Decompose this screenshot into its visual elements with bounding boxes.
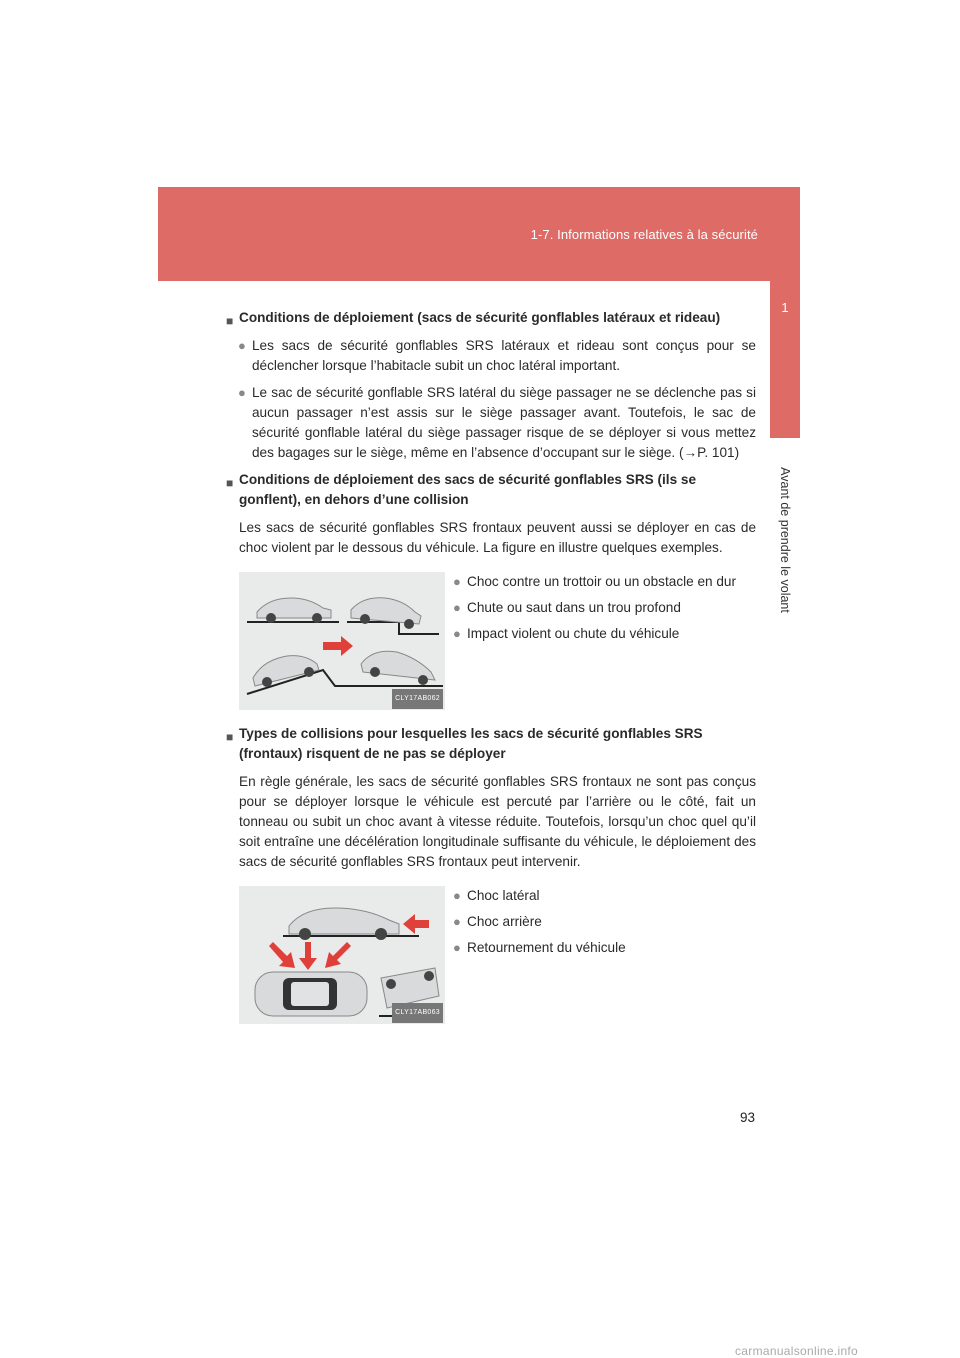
illustration-non-collision-deployment xyxy=(239,572,445,710)
circle-bullet-icon: ● xyxy=(453,914,461,929)
circle-bullet-icon: ● xyxy=(453,574,461,589)
illustration-no-deployment-collisions xyxy=(239,886,445,1024)
figure-row xyxy=(239,886,756,1024)
car-icon xyxy=(257,598,331,623)
arrow-right-icon xyxy=(323,636,353,656)
arrow-down-icon xyxy=(299,942,317,970)
header-band xyxy=(158,187,800,281)
section-paragraph: En règle générale, les sacs de sécurité gonflables SRS frontaux ne sont pas conçus pour se déployer lorsque le véhicule est percuté par l’arrière ou le côté, fait un tonneau ou subit un choc avant à vitesse réduite. Toutefois, lorsqu’un choc quel qu’il soit entraîne une décélération longitudinale suffisante du véhicule, le déploiement des sacs de sécurité gonflables SRS frontaux peut intervenir. xyxy=(239,774,756,869)
circle-bullet-icon: ● xyxy=(453,600,461,615)
page-number: 93 xyxy=(740,1110,756,1125)
watermark: carmanualsonline.info xyxy=(735,1344,859,1358)
page-content xyxy=(226,308,756,1038)
circle-bullet-icon: ● xyxy=(453,940,461,955)
figure-bullets xyxy=(453,572,753,650)
list-item: ● Retournement du véhicule xyxy=(453,938,753,958)
list-item: ● Les sacs de sécurité gonflables SRS latéraux et rideau sont conçus pour se déclencher lorsque l’habitacle subit un choc latéral important. xyxy=(238,338,756,373)
square-icon: ■ xyxy=(226,314,234,328)
arrow-down-right-icon xyxy=(269,942,295,968)
chapter-label xyxy=(768,450,802,630)
circle-bullet-icon: ● xyxy=(453,626,461,641)
section-heading: ■ Types de collisions pour lesquelles les sacs de sécurité gonflables SRS (frontaux) risquent de ne pas se déployer xyxy=(226,726,703,761)
car-top-icon xyxy=(255,972,367,1016)
chapter-label-text: Avant de prendre le volant xyxy=(778,467,792,613)
figure-row xyxy=(239,572,756,710)
arrow-left-icon xyxy=(403,914,429,934)
section-heading: ■ Conditions de déploiement (sacs de sécurité gonflables latéraux et rideau) xyxy=(226,308,756,328)
square-icon: ■ xyxy=(226,730,234,744)
list-item: ● Choc contre un trottoir ou un obstacle en dur xyxy=(453,572,753,592)
list-item: ● Le sac de sécurité gonflable SRS latéral du siège passager ne se déclenche pas si aucun passager n’est assis sur le siège passager avant. Toutefois, le sac de sécurité gonflable latéral du siège passager risque de se déployer si vous mettez des bagages sur le siège, même en l’absence d’occupant sur le siège. (→P. 101) xyxy=(238,385,756,460)
list-item: ● Choc latéral xyxy=(453,886,753,906)
chapter-number: 1 xyxy=(781,300,789,315)
list-item: ● Impact violent ou chute du véhicule xyxy=(453,624,753,644)
circle-bullet-icon: ● xyxy=(453,888,461,903)
circle-bullet-icon: ● xyxy=(238,338,246,353)
section-title: 1-7. Informations relatives à la sécurité xyxy=(530,227,758,242)
section-heading: ■ Conditions de déploiement des sacs de sécurité gonflables SRS (ils se gonflent), en dehors d’une collision xyxy=(226,472,697,507)
figure-code: CLY17AB063 xyxy=(392,1003,443,1023)
section-paragraph: Les sacs de sécurité gonflables SRS frontaux peuvent aussi se déployer en cas de choc violent par le dessous du véhicule. La figure en illustre quelques exemples. xyxy=(239,520,756,555)
car-icon xyxy=(361,651,435,685)
figure-bullets xyxy=(453,886,753,964)
car-rollover-icon xyxy=(381,968,439,1008)
list-item: ● Chute ou saut dans un trou profond xyxy=(453,598,753,618)
list-item: ● Choc arrière xyxy=(453,912,753,932)
square-icon: ■ xyxy=(226,476,234,490)
car-icon xyxy=(351,598,421,629)
circle-bullet-icon: ● xyxy=(238,385,246,400)
chapter-tab xyxy=(770,280,800,438)
arrow-down-left-icon xyxy=(325,942,351,968)
figure-code: CLY17AB062 xyxy=(392,689,443,709)
